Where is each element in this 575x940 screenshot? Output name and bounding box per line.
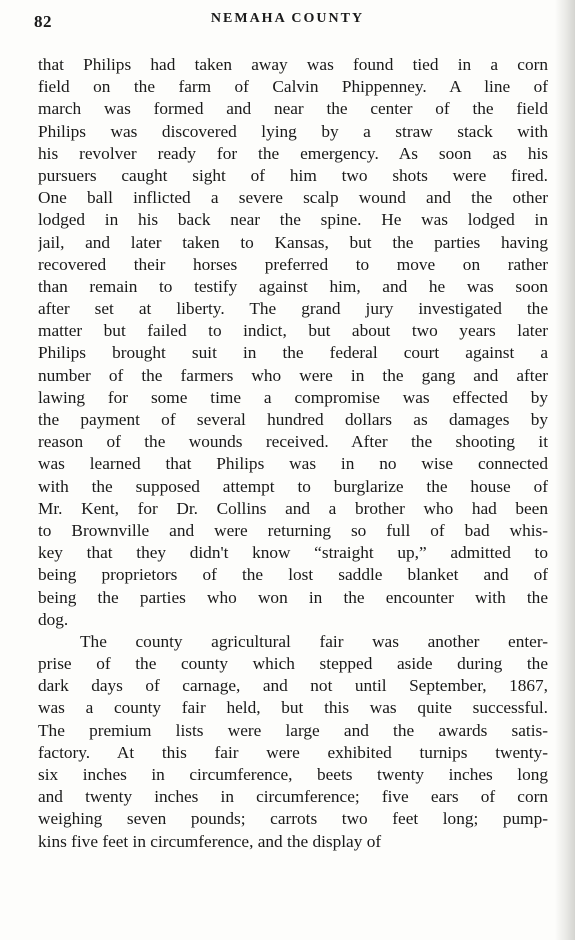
text-line: factory. At this fair were exhibited turnips twenty-: [38, 742, 548, 762]
text-line: that Philips had taken away was found tied in a corn: [38, 55, 548, 74]
text-line: and twenty inches in circumference; five ears of corn: [38, 787, 548, 807]
paragraph: [38, 631, 548, 853]
text-line: lawing for some time a compromise was effected by: [38, 387, 548, 407]
text-line: The county agricultural fair was another enter-: [80, 631, 548, 651]
text-line: with the supposed attempt to burglarize the house of: [38, 476, 548, 496]
text-line: Philips brought suit in the federal court against a: [38, 343, 548, 363]
page-number: 82: [34, 12, 52, 31]
running-head: NEMAHA COUNTY: [210, 11, 365, 26]
text-line: being the parties who won in the encounter with the: [38, 587, 548, 607]
text-line: weighing seven pounds; carrots two feet long; pump-: [38, 809, 548, 829]
text-line: six inches in circumference, beets twenty inches long: [38, 765, 548, 784]
text-line: lodged in his back near the spine. He was lodged in: [38, 210, 548, 230]
text-line: kins five feet in circumference, and the display of: [38, 831, 382, 851]
text-line: field on the farm of Calvin Phippenney. A line of: [38, 77, 548, 97]
text-line: after set at liberty. The grand jury investigated the: [38, 299, 548, 319]
paragraph: [38, 54, 548, 631]
text-line: pursuers caught sight of him two shots were fired.: [38, 165, 548, 185]
text-line: his revolver ready for the emergency. As soon as his: [38, 143, 548, 163]
text-line: One ball inflicted a severe scalp wound and the other: [38, 188, 548, 208]
page-edge-shadow: [555, 0, 575, 940]
text-line: recovered their horses preferred to move on rather: [38, 254, 548, 274]
text-line: march was formed and near the center of the field: [38, 99, 548, 119]
page-header: [0, 8, 575, 30]
text-line: key that they didn't know “straight up,” admitted to: [38, 543, 548, 563]
text-line: Philips was discovered lying by a straw stack with: [38, 121, 548, 141]
text-line: dog.: [38, 609, 69, 629]
text-line: dark days of carnage, and not until September, 1867,: [38, 676, 548, 696]
text-line: prise of the county which stepped aside during the: [38, 654, 548, 674]
body-text: [38, 54, 548, 853]
text-line: matter but failed to indict, but about two years later: [38, 321, 548, 341]
text-line: reason of the wounds received. After the shooting it: [38, 432, 548, 452]
text-line: was learned that Philips was in no wise connected: [38, 454, 548, 474]
text-line: being proprietors of the lost saddle blanket and of: [38, 565, 548, 585]
text-line: jail, and later taken to Kansas, but the parties having: [38, 232, 548, 252]
text-line: than remain to testify against him, and he was soon: [38, 276, 548, 296]
text-line: the payment of several hundred dollars as damages by: [38, 410, 548, 429]
text-line: was a county fair held, but this was quite successful.: [38, 698, 548, 718]
text-line: to Brownville and were returning so full of bad whis-: [38, 520, 548, 540]
text-line: Mr. Kent, for Dr. Collins and a brother who had been: [38, 498, 548, 518]
text-line: number of the farmers who were in the gang and after: [38, 365, 548, 385]
text-line: The premium lists were large and the awards satis-: [38, 720, 548, 740]
